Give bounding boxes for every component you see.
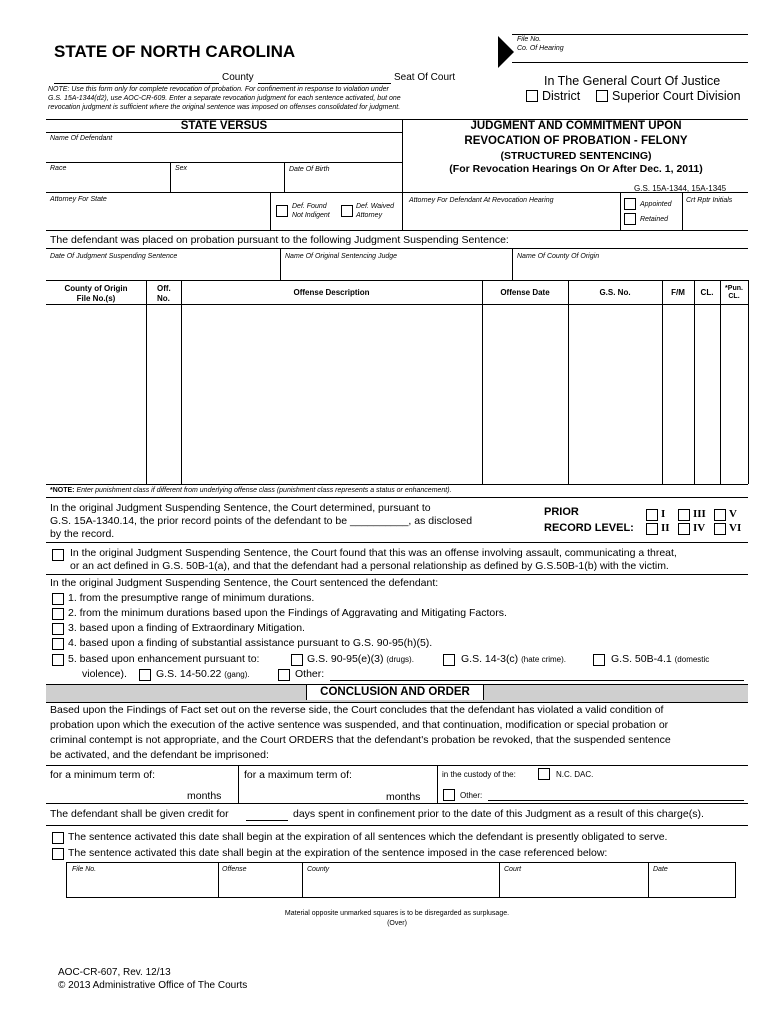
hate-crime-checkbox[interactable] <box>443 654 455 666</box>
file-no-label: File No. <box>517 36 542 43</box>
opt3-label: 3. based upon a finding of Extraordinary Mitigation. <box>68 622 305 634</box>
appointed-label: Appointed <box>640 201 672 208</box>
level-II-label: II <box>661 522 670 534</box>
prior-record-line1: In the original Judgment Suspending Sentence, the Court determined, pursuant to <box>50 502 431 514</box>
col-cl-header: CL. <box>700 288 714 297</box>
dv-finding-line2: or an act defined in G.S. 50B-1(a), and that the defendant had a personal relationship as defined by G.S.50B-1(b) with the victim. <box>70 560 669 572</box>
note-bold: *NOTE: <box>50 487 75 494</box>
max-months-label: months <box>386 791 421 803</box>
district-label: District <box>542 89 581 103</box>
superior-checkbox[interactable] <box>596 90 608 102</box>
col-off-header-1: Off. <box>157 284 171 293</box>
level-II-checkbox[interactable] <box>646 523 658 535</box>
credit-days-field[interactable] <box>246 820 288 821</box>
def-waived-label-2: Attorney <box>356 212 383 219</box>
other-custody-field[interactable] <box>488 800 744 801</box>
other-enh-label: Other: <box>295 668 325 680</box>
opt3-checkbox[interactable] <box>52 623 64 635</box>
surplus-note: Material opposite unmarked squares is to be disregarded as surplusage. <box>284 910 510 917</box>
reference-case-box <box>66 862 736 898</box>
copyright: © 2013 Administrative Office of The Courts <box>58 980 248 991</box>
state-title: STATE OF NORTH CAROLINA <box>54 42 296 61</box>
consec1-checkbox[interactable] <box>52 832 64 844</box>
form-number: AOC-CR-607, Rev. 12/13 <box>58 967 171 978</box>
opt5-checkbox[interactable] <box>52 654 64 666</box>
gs-hate-text: G.S. 14-3(c) <box>461 653 519 665</box>
def-waived-label-1: Def. Waived <box>356 203 394 210</box>
county-field[interactable] <box>54 83 219 84</box>
level-VI-checkbox[interactable] <box>714 523 726 535</box>
credit-label-b: days spent in confinement prior to the date of this Judgment as a result of this charge(s). <box>293 808 704 820</box>
district-checkbox[interactable] <box>526 90 538 102</box>
def-found-label-2: Not Indigent <box>292 212 330 219</box>
dv-finding-line1: In the original Judgment Suspending Sentence, the Court found that this was an offense involving assault, communicating a threat, <box>70 547 677 559</box>
consec1-label: The sentence activated this date shall begin at the expiration of all sentences which the defendant is presently obligated to serve. <box>68 831 668 843</box>
gs-hate-label <box>461 653 566 666</box>
state-versus: STATE VERSUS <box>180 120 268 132</box>
seat-of-court-label: Seat Of Court <box>394 72 456 83</box>
col-county-header-2: File No.(s) <box>76 294 116 303</box>
other-enh-checkbox[interactable] <box>278 669 290 681</box>
other-enh-field[interactable] <box>330 680 744 681</box>
level-V-label: V <box>729 508 737 520</box>
opt5-label: 5. based upon enhancement pursuant to: <box>68 653 260 665</box>
title-line1: JUDGMENT AND COMMITMENT UPON <box>470 120 682 132</box>
min-months-label: months <box>187 790 222 802</box>
nc-dac-checkbox[interactable] <box>538 768 550 780</box>
suspending-intro: The defendant was placed on probation pursuant to the following Judgment Suspending Sentence: <box>50 234 509 246</box>
title-line2: REVOCATION OF PROBATION - FELONY <box>464 135 688 147</box>
col-fm-header: F/M <box>671 288 685 297</box>
dv-finding-checkbox[interactable] <box>52 549 64 561</box>
arrow-marker-icon <box>498 36 514 68</box>
sentenced-intro: In the original Judgment Suspending Sentence, the Court sentenced the defendant: <box>50 577 439 589</box>
gang-checkbox[interactable] <box>139 669 151 681</box>
dv-text: (domestic <box>674 655 710 664</box>
conclusion-p3: criminal contempt is not appropriate, and the Court ORDERS that the defendant's probation be revoked, that the suspended sentence <box>50 734 671 746</box>
superior-label: Superior Court Division <box>612 89 741 103</box>
level-I-checkbox[interactable] <box>646 509 658 521</box>
prior-label: PRIOR <box>544 506 579 518</box>
dv-enh-checkbox[interactable] <box>593 654 605 666</box>
other-custody-checkbox[interactable] <box>443 789 455 801</box>
drugs-checkbox[interactable] <box>291 654 303 666</box>
offense-table-note <box>50 487 452 495</box>
title-line4: (For Revocation Hearings On Or After Dec. 1, 2011) <box>449 163 703 175</box>
def-found-checkbox[interactable] <box>276 205 288 217</box>
gs-gang-label <box>156 668 250 681</box>
note-line-2: G.S. 15A-1344(d2), use AOC-CR-609. Enter a separate revocation judgment for each sentence activated, but one <box>48 95 401 102</box>
nc-dac-label: N.C. DAC. <box>556 770 594 779</box>
consec2-checkbox[interactable] <box>52 848 64 860</box>
note-text: Enter punishment class if different from underlying offense class (punishment class represents a status or enhancement). <box>76 487 452 494</box>
opt4-label: 4. based upon a finding of substantial assistance pursuant to G.S. 90-95(h)(5). <box>68 637 433 649</box>
prior-record-line3: by the record. <box>50 528 115 540</box>
county-label: County <box>222 72 254 83</box>
col-gs-header: G.S. No. <box>599 288 631 297</box>
level-IV-label: IV <box>693 522 706 534</box>
sentencing-judge-label: Name Of Original Sentencing Judge <box>285 253 398 260</box>
name-of-defendant-label: Name Of Defendant <box>50 135 113 142</box>
gs-gang-text: G.S. 14-50.22 <box>156 668 222 680</box>
col-pun-header-2: CL. <box>728 293 740 300</box>
custody-label: in the custody of the: <box>442 770 516 779</box>
title-line3: (STRUCTURED SENTENCING) <box>500 150 652 162</box>
col-off-header-2: No. <box>157 294 170 303</box>
level-VI-label: VI <box>729 522 742 534</box>
gs-dv-label <box>611 653 709 666</box>
gs-drugs-text: G.S. 90-95(e)(3) <box>307 653 384 665</box>
conclusion-p2: probation upon which the execution of the active sentence was suspended, and that continuation, modification or special probation or <box>50 719 669 731</box>
credit-label-a: The defendant shall be given credit for <box>50 808 229 820</box>
co-of-hearing-label: Co. Of Hearing <box>517 45 564 52</box>
record-level-label: RECORD LEVEL: <box>544 522 634 534</box>
ref-county-label: County <box>307 866 330 873</box>
level-I-label: I <box>661 508 666 520</box>
col-desc-header: Offense Description <box>293 288 370 297</box>
note-line-3: revocation judgment is sufficient where the original sentence was imposed on offenses consolidated for judgment. <box>48 104 401 111</box>
consec2-label: The sentence activated this date shall begin at the expiration of the sentence imposed in the case referenced below: <box>68 847 608 859</box>
level-V-checkbox[interactable] <box>714 509 726 521</box>
level-III-label: III <box>693 508 706 520</box>
over-note: (Over) <box>387 920 407 927</box>
def-found-label-1: Def. Found <box>292 203 327 210</box>
level-IV-checkbox[interactable] <box>678 523 690 535</box>
ref-file-label: File No. <box>72 866 97 873</box>
race-label: Race <box>50 165 67 172</box>
ref-offense-label: Offense <box>222 866 247 873</box>
hate-text: (hate crime). <box>521 655 567 664</box>
seat-of-court-field[interactable] <box>258 83 391 84</box>
other-custody-label: Other: <box>460 791 483 800</box>
conclusion-heading: CONCLUSION AND ORDER <box>306 685 484 700</box>
gang-text: (gang). <box>224 670 250 679</box>
crt-rptr-label: Crt Rptr Initials <box>686 197 733 204</box>
court-title: In The General Court Of Justice <box>544 74 721 88</box>
violence-label: violence). <box>82 668 127 680</box>
attorney-for-state-label: Attorney For State <box>50 196 107 203</box>
opt2-label: 2. from the minimum durations based upon the Findings of Aggravating and Mitigating Factors. <box>68 607 507 619</box>
opt1-checkbox[interactable] <box>52 593 64 605</box>
retained-label: Retained <box>640 216 669 223</box>
drugs-text: (drugs). <box>386 655 414 664</box>
opt4-checkbox[interactable] <box>52 638 64 650</box>
def-waived-checkbox[interactable] <box>341 205 353 217</box>
retained-checkbox[interactable] <box>624 213 636 225</box>
sex-label: Sex <box>175 165 188 172</box>
atty-def-label: Attorney For Defendant At Revocation Hearing <box>409 197 554 204</box>
col-date-header: Offense Date <box>500 288 550 297</box>
level-III-checkbox[interactable] <box>678 509 690 521</box>
opt1-label: 1. from the presumptive range of minimum durations. <box>68 592 315 604</box>
conclusion-p4: be activated, and the defendant be imprisoned: <box>50 749 269 761</box>
date-of-judgment-label: Date Of Judgment Suspending Sentence <box>50 253 178 260</box>
col-county-header-1: County of Origin <box>64 284 128 293</box>
opt2-checkbox[interactable] <box>52 608 64 620</box>
county-origin-label: Name Of County Of Origin <box>517 253 600 260</box>
gs-drugs-label <box>307 653 414 666</box>
conclusion-p1: Based upon the Findings of Fact set out on the reverse side, the Court concludes that the defendant has violated a valid condition of <box>50 704 664 716</box>
max-term-label: for a maximum term of: <box>244 769 352 781</box>
prior-record-line2: G.S. 15A-1340.14, the prior record points of the defendant to be __________, as disclosed <box>50 515 473 527</box>
ref-court-label: Court <box>504 866 522 873</box>
statute-ref: G.S. 15A-1344, 15A-1345 <box>634 184 727 193</box>
col-pun-header-1: *Pun. <box>725 285 743 292</box>
gs-dv-text: G.S. 50B-4.1 <box>611 653 672 665</box>
min-term-label: for a minimum term of: <box>50 769 156 781</box>
ref-date-label: Date <box>653 866 668 873</box>
appointed-checkbox[interactable] <box>624 198 636 210</box>
note-line-1: NOTE: Use this form only for complete revocation of probation. For confinement in response to violation under <box>48 86 389 93</box>
dob-label: Date Of Birth <box>289 166 330 173</box>
